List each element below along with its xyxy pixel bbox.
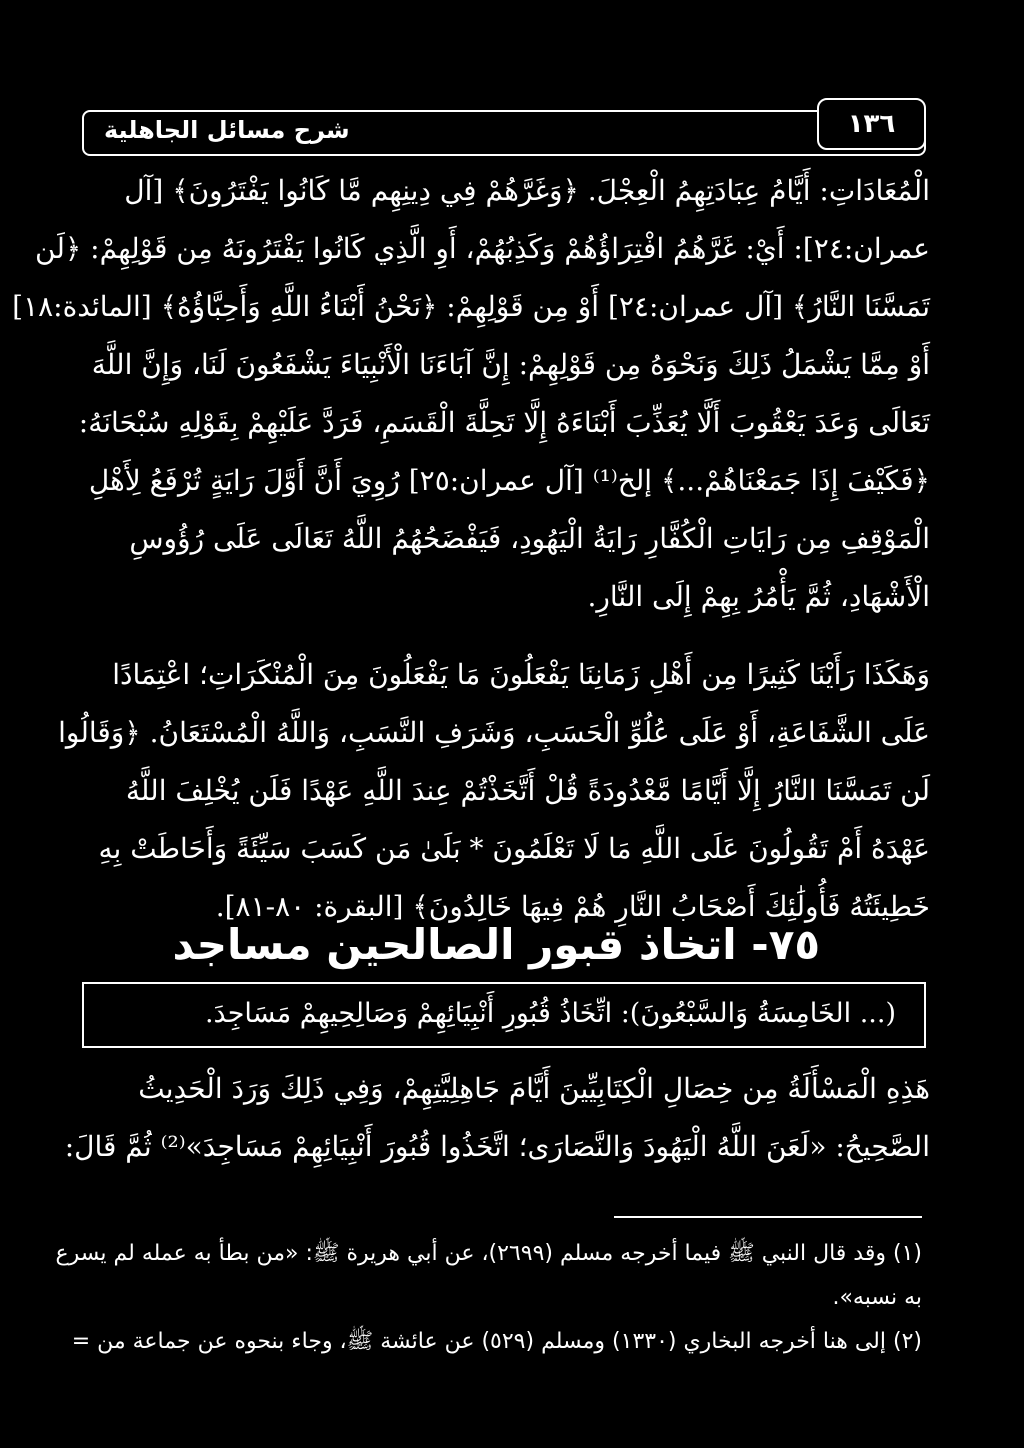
section-heading: ٧٥- اتخاذ قبور الصالحين مساجد	[172, 920, 820, 969]
text-line: هَذِهِ الْمَسْأَلَةُ مِن خِصَالِ الْكِتَابِيِّينَ أَيَّامَ جَاهِلِيَّتِهِمْ، وَفِي ذَلِكَ وَرَدَ الْحَدِيثُ	[138, 1072, 930, 1105]
page-number: ١٣٦	[817, 98, 926, 150]
main-text-block	[12, 162, 930, 936]
text-line: الْمَوْقِفِ مِن رَايَاتِ الْكُفَّارِ رَايَةُ الْيَهُودِ، فَيَفْضَحُهُمُ اللَّهُ تَعَالَى عَلَى رُؤُوسِ	[129, 522, 930, 555]
text-line: وَهَكَذَا رَأَيْنَا كَثِيرًا مِن أَهْلِ زَمَانِنَا يَفْعَلُونَ مَا يَفْعَلُونَ مِنَ الْمُنْكَرَاتِ؛ اعْتِمَادًا	[112, 658, 930, 691]
book-title: شرح مسائل الجاهلية	[104, 116, 350, 144]
footnotes	[55, 1232, 922, 1364]
text-line: الْأَشْهَادِ، ثُمَّ يَأْمُرُ بِهِمْ إِلَى النَّارِ.	[587, 580, 930, 613]
boxed-text: (... الخَامِسَةُ وَالسَّبْعُونَ): اتِّخَاذُ قُبُورِ أَنْبِيَائِهِمْ وَصَالِحِيهِمْ مَسَاجِدَ.	[204, 998, 896, 1029]
text-line: ﴿فَكَيْفَ إِذَا جَمَعْنَاهُمْ...﴾ إلخ⁽¹⁾ [آل عمران:٢٥] رُوِيَ أَنَّ أَوَّلَ رَايَةٍ تُرْفَعُ لِأَهْلِ	[88, 464, 930, 497]
after-box-text	[64, 1060, 930, 1176]
text-line: أَوْ مِمَّا يَشْمَلُ ذَلِكَ وَنَحْوَهُ مِن قَوْلِهِمْ: إِنَّ آبَاءَنَا الْأَنْبِيَاءَ يَشْفَعُونَ لَنَا، وَإِنَّ اللَّهَ	[91, 348, 930, 381]
text-line: عَهْدَهُ أَمْ تَقُولُونَ عَلَى اللَّهِ مَا لَا تَعْلَمُونَ * بَلَىٰ مَن كَسَبَ سَيِّئَةً وَأَحَاطَتْ بِهِ	[98, 832, 930, 865]
footnote-line: (١) وقد قال النبي ﷺ فيما أخرجه مسلم (٢٦٩٩)، عن أبي هريرة ﷺ: «من بطأ به عمله لم يسرع	[55, 1241, 922, 1266]
text-line: الصَّحِيحُ: «لَعَنَ اللَّهُ الْيَهُودَ وَالنَّصَارَى؛ اتَّخَذُوا قُبُورَ أَنْبِيَائِهِمْ مَسَاجِدَ»⁽²⁾ ثُمَّ قَالَ:	[64, 1130, 930, 1163]
text-line: لَن تَمَسَّنَا النَّارُ إِلَّا أَيَّامًا مَّعْدُودَةً قُلْ أَتَّخَذْتُمْ عِندَ اللَّهِ عَهْدًا فَلَن يُخْلِفَ اللَّهُ	[125, 774, 930, 807]
text-line: الْمُعَادَاتِ: أَيَّامُ عِبَادَتِهِمُ الْعِجْلَ. ﴿وَغَرَّهُمْ فِي دِينِهِم مَّا كَانُوا يَفْتَرُونَ﴾ [آل	[124, 174, 930, 207]
text-line: عَلَى الشَّفَاعَةِ، أَوْ عَلَى عُلُوِّ الْحَسَبِ، وَشَرَفِ النَّسَبِ، وَاللَّهُ الْمُسْتَعَانُ. ﴿وَقَالُوا	[58, 716, 930, 749]
text-line: عمران:٢٤]: أَيْ: غَرَّهُمُ افْتِرَاؤُهُمْ وَكَذِبُهُمْ، أَوِ الَّذِي كَانُوا يَفْتَرُونَهُ مِن قَوْلِهِمْ: ﴿لَن	[35, 232, 930, 265]
boxed-text-frame	[82, 982, 926, 1048]
footnote-line: (٢) إلى هنا أخرجه البخاري (١٣٣٠) ومسلم (٥٢٩) عن عائشة ﷺ، وجاء بنحوه عن جماعة من =	[71, 1329, 922, 1354]
running-header	[82, 110, 926, 156]
text-line: تَمَسَّنَا النَّارُ﴾ [آل عمران:٢٤] أَوْ مِن قَوْلِهِمْ: ﴿نَحْنُ أَبْنَاءُ اللَّهِ وَأَحِبَّاؤُهُ﴾ [المائدة:١٨]	[12, 290, 930, 323]
text-line: تَعَالَى وَعَدَ يَعْقُوبَ أَلَّا يُعَذِّبَ أَبْنَاءَهُ إِلَّا تَحِلَّةَ الْقَسَمِ، فَرَدَّ عَلَيْهِمْ بِقَوْلِهِ سُبْحَانَهُ:	[78, 406, 930, 439]
footnote-separator	[614, 1216, 922, 1218]
footnote-line: به نسبه».	[832, 1285, 922, 1310]
text-line: خَطِيئَتُهُ فَأُولَٰئِكَ أَصْحَابُ النَّارِ هُمْ فِيهَا خَالِدُونَ﴾ [البقرة: ٨٠-٨١].	[215, 890, 930, 923]
